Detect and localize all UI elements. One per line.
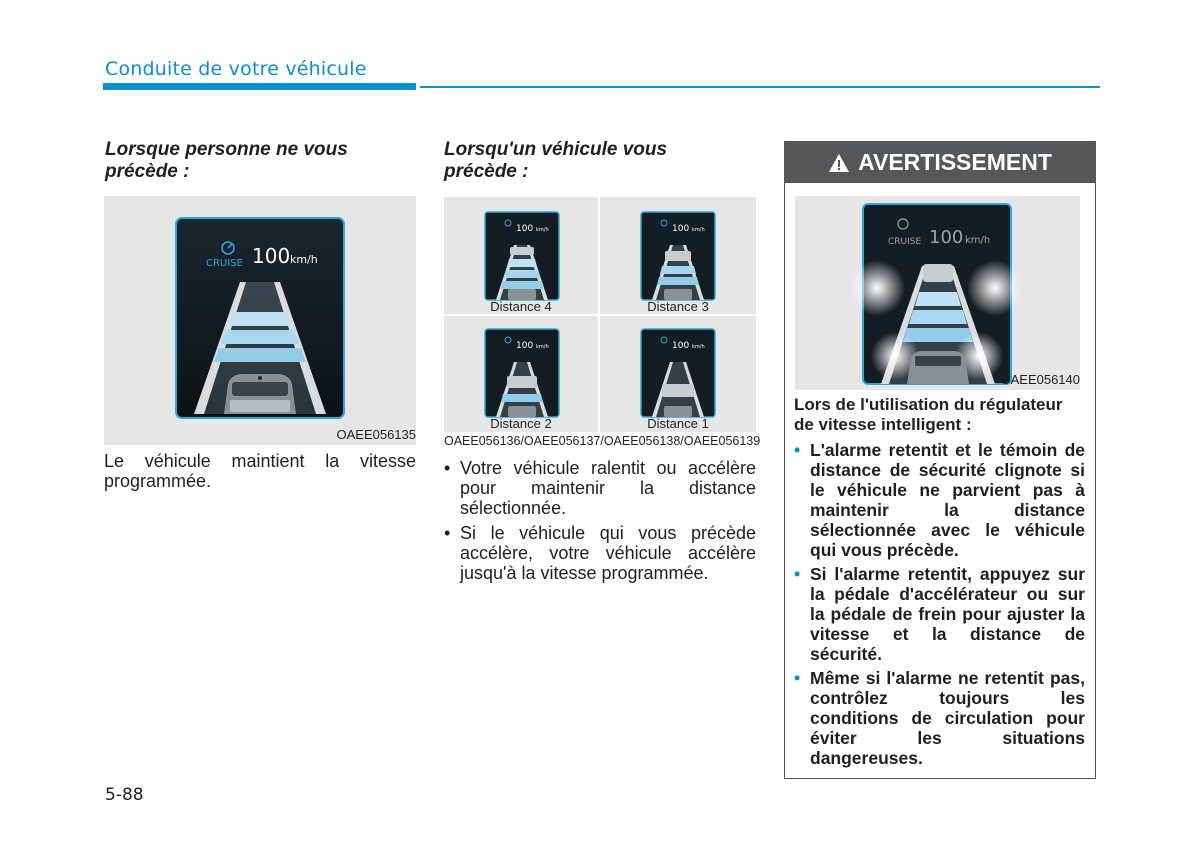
distance-panels-grid bbox=[444, 197, 756, 432]
distance-label: Distance 2 bbox=[490, 416, 552, 431]
warning-intro: Lors de l'utilisation du régulateur de vitesse intelligent : bbox=[794, 395, 1063, 434]
speed-unit: km/h bbox=[290, 253, 318, 266]
cluster-display-illustration bbox=[104, 196, 416, 445]
panel-unit: km/h bbox=[536, 227, 549, 233]
distance-label: Distance 4 bbox=[490, 299, 552, 314]
panel-unit: km/h bbox=[536, 344, 549, 350]
list-item: • Si le véhicule qui vous précède accélère, votre véhicule accélère jusqu'à la vitesse programmée. bbox=[444, 523, 756, 583]
list-item: • Si l'alarme retentit, appuyez sur la pédale d'accélérateur ou sur la pédale de frein pour ajuster la vitesse et la distance de sécurité. bbox=[794, 564, 1085, 664]
list-item: • Même si l'alarme ne retentit pas, contrôlez toujours les conditions de circulation pour éviter les situations dangereuses. bbox=[794, 668, 1085, 768]
distance-label: Distance 3 bbox=[647, 299, 709, 314]
mini-cluster-illustration bbox=[484, 211, 560, 301]
warning-header bbox=[785, 142, 1095, 183]
col1-heading: Lorsque personne ne vous précède : bbox=[105, 139, 348, 182]
col2-heading: Lorsqu'un véhicule vous précède : bbox=[444, 139, 668, 182]
col2-bullet-list bbox=[444, 458, 756, 588]
col1-body-text: Le véhicule maintient la vitesse programmée. bbox=[104, 451, 416, 491]
figure-code: OAEE056136/OAEE056137/OAEE056138/OAEE056139 bbox=[444, 434, 761, 448]
speed-unit: km/h bbox=[965, 235, 991, 246]
cruise-label: CRUISE bbox=[888, 237, 922, 247]
speed-value: 100 bbox=[929, 227, 964, 248]
mini-cluster-illustration bbox=[640, 211, 716, 301]
warning-bullet-list bbox=[794, 440, 1085, 772]
distance-panel bbox=[444, 197, 598, 314]
cruise-label: CRUISE bbox=[206, 258, 243, 269]
distance-panel bbox=[600, 197, 756, 314]
panel-unit: km/h bbox=[692, 344, 705, 350]
panel-speed: 100 bbox=[672, 224, 690, 234]
figure-code: OAEE056135 bbox=[336, 427, 416, 442]
distance-panel bbox=[600, 316, 756, 432]
list-item: • L'alarme retentit et le témoin de distance de sécurité clignote si le véhicule ne parvient pas à maintenir la distance sélectionnée avec le véhicule qui vous précède. bbox=[794, 440, 1085, 560]
header-rule-thick bbox=[103, 83, 416, 90]
cluster-image-no-vehicle bbox=[104, 196, 416, 445]
list-item: • Votre véhicule ralentit ou accélère pour maintenir la distance sélectionnée. bbox=[444, 458, 756, 518]
panel-speed: 100 bbox=[672, 341, 690, 351]
distance-panel bbox=[444, 316, 598, 432]
figure-code: OAEE056140 bbox=[1000, 372, 1080, 387]
mini-cluster-illustration bbox=[640, 328, 716, 418]
panel-speed: 100 bbox=[516, 224, 534, 234]
distance-label: Distance 1 bbox=[647, 416, 709, 431]
mini-cluster-illustration bbox=[484, 328, 560, 418]
page-number: 5-88 bbox=[105, 785, 144, 805]
panel-speed: 100 bbox=[516, 341, 534, 351]
panel-unit: km/h bbox=[692, 227, 705, 233]
speed-value: 100 bbox=[252, 244, 291, 268]
header-rule-thin bbox=[420, 86, 1100, 88]
warning-title: AVERTISSEMENT bbox=[858, 149, 1052, 175]
cluster-alarm-illustration bbox=[795, 196, 1080, 390]
section-title: Conduite de votre véhicule bbox=[105, 58, 367, 80]
warning-triangle-icon bbox=[828, 153, 850, 173]
warning-cluster-image bbox=[795, 196, 1080, 390]
